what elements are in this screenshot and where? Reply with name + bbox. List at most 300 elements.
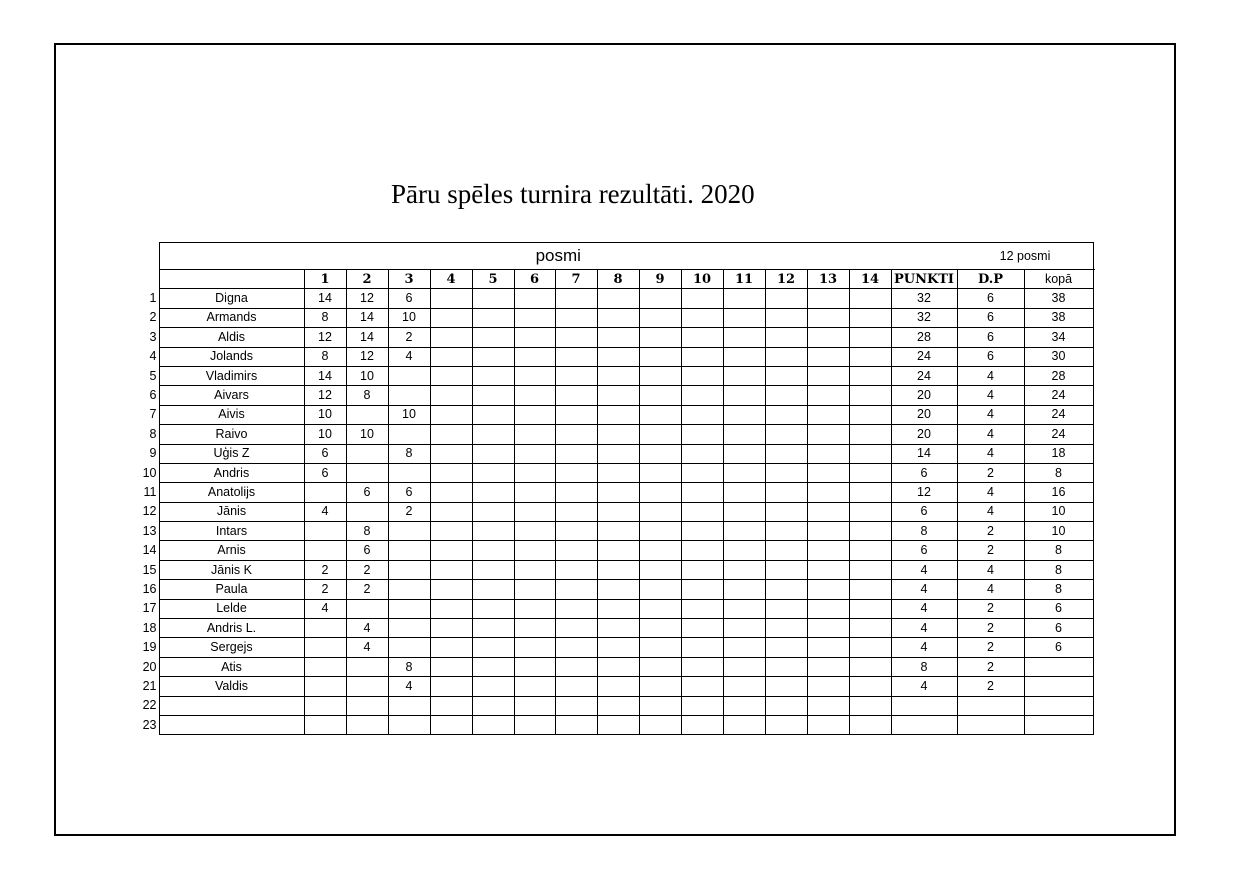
stage-score-cell bbox=[430, 289, 472, 308]
stage-score-cell bbox=[639, 638, 681, 657]
kopa-cell: 6 bbox=[1024, 638, 1093, 657]
stage-score-cell: 14 bbox=[346, 308, 388, 327]
punkti-cell: 24 bbox=[891, 347, 957, 366]
table-row bbox=[140, 619, 1094, 638]
kopa-cell: 8 bbox=[1024, 463, 1093, 482]
stage-score-cell bbox=[430, 599, 472, 618]
stage-header-14: 14 bbox=[849, 270, 891, 289]
stage-score-cell bbox=[597, 715, 639, 734]
stage-score-cell bbox=[807, 715, 849, 734]
stage-score-cell bbox=[514, 638, 555, 657]
kopa-cell bbox=[1024, 696, 1093, 715]
stage-score-cell bbox=[765, 425, 807, 444]
row-number: 20 bbox=[142, 659, 157, 674]
stage-score-cell bbox=[597, 657, 639, 676]
stage-score-cell bbox=[639, 328, 681, 347]
stage-score-cell bbox=[597, 289, 639, 308]
stage-score-cell bbox=[430, 405, 472, 424]
row-number: 22 bbox=[142, 698, 157, 713]
punkti-cell: 4 bbox=[891, 580, 957, 599]
dp-cell: 4 bbox=[957, 502, 1024, 521]
stage-score-cell bbox=[723, 308, 765, 327]
stage-score-cell bbox=[639, 308, 681, 327]
punkti-cell: 32 bbox=[891, 289, 957, 308]
kopa-cell bbox=[1024, 657, 1093, 676]
stage-score-cell: 4 bbox=[388, 677, 430, 696]
stage-score-cell bbox=[639, 696, 681, 715]
results-table-wrap bbox=[140, 242, 1094, 735]
stage-score-cell bbox=[639, 619, 681, 638]
posmi-header-cell bbox=[159, 243, 957, 270]
stage-score-cell bbox=[807, 386, 849, 405]
stage-score-cell bbox=[555, 289, 597, 308]
posmi-label: posmi bbox=[535, 245, 581, 265]
stage-score-cell: 8 bbox=[388, 444, 430, 463]
stage-score-cell bbox=[555, 463, 597, 482]
table-row bbox=[140, 522, 1094, 541]
stage-score-cell bbox=[849, 405, 891, 424]
stage-score-cell bbox=[430, 541, 472, 560]
stage-score-cell bbox=[514, 463, 555, 482]
stage-score-cell bbox=[472, 541, 514, 560]
punkti-cell bbox=[891, 696, 957, 715]
stage-score-cell bbox=[304, 522, 346, 541]
stage-score-cell bbox=[849, 444, 891, 463]
stage-score-cell bbox=[681, 328, 723, 347]
row-number: 6 bbox=[149, 388, 157, 403]
dp-cell: 6 bbox=[957, 308, 1024, 327]
table-row bbox=[140, 638, 1094, 657]
stage-score-cell bbox=[807, 522, 849, 541]
stage-score-cell bbox=[723, 328, 765, 347]
stage-score-cell bbox=[639, 560, 681, 579]
stage-score-cell bbox=[681, 599, 723, 618]
stage-score-cell bbox=[346, 444, 388, 463]
stage-score-cell bbox=[681, 677, 723, 696]
stage-score-cell: 14 bbox=[346, 328, 388, 347]
table-row bbox=[140, 580, 1094, 599]
stage-score-cell bbox=[765, 522, 807, 541]
dp-cell: 2 bbox=[957, 541, 1024, 560]
stage-score-cell: 6 bbox=[388, 483, 430, 502]
dp-cell: 2 bbox=[957, 463, 1024, 482]
stage-score-cell bbox=[472, 405, 514, 424]
stage-score-cell bbox=[388, 425, 430, 444]
stage-header-1: 1 bbox=[304, 270, 346, 289]
stage-score-cell bbox=[849, 580, 891, 599]
stage-score-cell bbox=[681, 502, 723, 521]
stage-score-cell bbox=[346, 677, 388, 696]
stage-score-cell bbox=[388, 580, 430, 599]
table-row bbox=[140, 696, 1094, 715]
punkti-cell: 4 bbox=[891, 638, 957, 657]
stage-score-cell bbox=[597, 328, 639, 347]
stage-score-cell bbox=[681, 289, 723, 308]
table-row bbox=[140, 425, 1094, 444]
stage-score-cell bbox=[388, 522, 430, 541]
stage-score-cell: 8 bbox=[304, 308, 346, 327]
stage-score-cell bbox=[765, 444, 807, 463]
stage-score-cell bbox=[597, 463, 639, 482]
stage-score-cell bbox=[849, 328, 891, 347]
stage-score-cell bbox=[430, 347, 472, 366]
stage-score-cell bbox=[807, 696, 849, 715]
stage-score-cell bbox=[681, 444, 723, 463]
stage-score-cell bbox=[430, 696, 472, 715]
row-number: 5 bbox=[149, 368, 157, 383]
stage-score-cell bbox=[388, 463, 430, 482]
stage-score-cell bbox=[765, 463, 807, 482]
results-table bbox=[140, 242, 1094, 735]
punkti-cell: 6 bbox=[891, 541, 957, 560]
row-number: 10 bbox=[142, 465, 157, 480]
stage-score-cell bbox=[723, 289, 765, 308]
stage-score-cell bbox=[723, 347, 765, 366]
player-name-cell: Andris bbox=[159, 463, 304, 482]
stage-score-cell bbox=[430, 444, 472, 463]
stage-score-cell: 12 bbox=[346, 347, 388, 366]
stage-score-cell bbox=[304, 657, 346, 676]
dp-cell: 6 bbox=[957, 347, 1024, 366]
dp-cell: 4 bbox=[957, 444, 1024, 463]
stage-score-cell bbox=[304, 638, 346, 657]
stage-score-cell bbox=[681, 347, 723, 366]
stage-score-cell bbox=[472, 289, 514, 308]
stage-score-cell bbox=[849, 483, 891, 502]
stage-score-cell bbox=[597, 347, 639, 366]
stage-score-cell bbox=[472, 502, 514, 521]
stage-score-cell bbox=[388, 696, 430, 715]
punkti-cell bbox=[891, 715, 957, 734]
stage-score-cell bbox=[723, 541, 765, 560]
punkti-cell: 4 bbox=[891, 560, 957, 579]
player-name-cell: Anatolijs bbox=[159, 483, 304, 502]
stage-score-cell bbox=[430, 483, 472, 502]
stage-header-8: 8 bbox=[597, 270, 639, 289]
row-number: 3 bbox=[149, 329, 157, 344]
stage-score-cell: 10 bbox=[388, 405, 430, 424]
stage-score-cell bbox=[639, 405, 681, 424]
header-row-posmi bbox=[140, 243, 1094, 270]
stage-score-cell bbox=[472, 444, 514, 463]
stage-score-cell bbox=[388, 715, 430, 734]
stage-score-cell bbox=[807, 328, 849, 347]
kopa-cell: 18 bbox=[1024, 444, 1093, 463]
kopa-cell: 34 bbox=[1024, 328, 1093, 347]
stage-score-cell bbox=[514, 483, 555, 502]
dp-cell bbox=[957, 715, 1024, 734]
player-name-cell: Andris L. bbox=[159, 619, 304, 638]
dp-cell: 2 bbox=[957, 599, 1024, 618]
stage-score-cell bbox=[807, 289, 849, 308]
results-table-body bbox=[140, 243, 1094, 735]
stage-score-cell bbox=[765, 541, 807, 560]
stage-score-cell bbox=[681, 522, 723, 541]
stage-score-cell bbox=[514, 444, 555, 463]
stage-score-cell bbox=[723, 560, 765, 579]
row-number: 11 bbox=[143, 484, 157, 499]
stage-score-cell bbox=[681, 638, 723, 657]
stage-score-cell bbox=[807, 677, 849, 696]
stage-score-cell bbox=[472, 386, 514, 405]
stage-score-cell: 6 bbox=[346, 483, 388, 502]
player-name-cell: Atis bbox=[159, 657, 304, 676]
stage-score-cell bbox=[765, 386, 807, 405]
stage-score-cell bbox=[849, 715, 891, 734]
punkti-cell: 14 bbox=[891, 444, 957, 463]
dp-cell: 2 bbox=[957, 619, 1024, 638]
stage-score-cell bbox=[597, 541, 639, 560]
stage-score-cell bbox=[681, 483, 723, 502]
stage-score-cell bbox=[849, 541, 891, 560]
stage-score-cell bbox=[849, 560, 891, 579]
stage-score-cell: 4 bbox=[346, 619, 388, 638]
stage-score-cell bbox=[807, 366, 849, 385]
stage-score-cell bbox=[555, 483, 597, 502]
stage-score-cell bbox=[514, 560, 555, 579]
player-name-cell: Uģis Z bbox=[159, 444, 304, 463]
stage-score-cell bbox=[472, 580, 514, 599]
stage-score-cell bbox=[723, 696, 765, 715]
row-number: 14 bbox=[142, 543, 157, 558]
player-name-cell: Jānis K bbox=[159, 560, 304, 579]
stage-score-cell bbox=[472, 638, 514, 657]
stage-score-cell bbox=[765, 347, 807, 366]
stage-score-cell bbox=[597, 560, 639, 579]
stage-score-cell bbox=[555, 328, 597, 347]
stage-score-cell bbox=[555, 696, 597, 715]
stage-score-cell bbox=[514, 386, 555, 405]
table-row bbox=[140, 599, 1094, 618]
stage-score-cell bbox=[807, 444, 849, 463]
stage-score-cell bbox=[639, 289, 681, 308]
stage-score-cell bbox=[555, 444, 597, 463]
dp-cell: 2 bbox=[957, 522, 1024, 541]
stage-score-cell bbox=[639, 715, 681, 734]
stage-score-cell bbox=[472, 483, 514, 502]
stage-score-cell bbox=[430, 308, 472, 327]
stage-score-cell bbox=[723, 483, 765, 502]
stage-score-cell bbox=[639, 347, 681, 366]
stage-score-cell bbox=[388, 638, 430, 657]
stage-score-cell bbox=[430, 463, 472, 482]
punkti-cell: 8 bbox=[891, 657, 957, 676]
stage-score-cell bbox=[765, 715, 807, 734]
stage-score-cell bbox=[849, 677, 891, 696]
stage-score-cell: 10 bbox=[346, 425, 388, 444]
stage-score-cell bbox=[472, 328, 514, 347]
stage-score-cell bbox=[849, 386, 891, 405]
player-name-cell: Valdis bbox=[159, 677, 304, 696]
stage-score-cell bbox=[849, 425, 891, 444]
stage-score-cell: 14 bbox=[304, 366, 346, 385]
dp-cell: 4 bbox=[957, 405, 1024, 424]
punkti-cell: 32 bbox=[891, 308, 957, 327]
dp-cell: 4 bbox=[957, 425, 1024, 444]
stage-score-cell bbox=[472, 425, 514, 444]
stage-score-cell bbox=[849, 502, 891, 521]
stage-score-cell bbox=[765, 599, 807, 618]
stage-score-cell bbox=[555, 502, 597, 521]
stage-score-cell bbox=[723, 463, 765, 482]
punkti-cell: 8 bbox=[891, 522, 957, 541]
stage-score-cell bbox=[681, 696, 723, 715]
stage-score-cell bbox=[514, 619, 555, 638]
row-number: 21 bbox=[142, 678, 157, 693]
kopa-cell: 24 bbox=[1024, 405, 1093, 424]
stage-score-cell bbox=[514, 308, 555, 327]
stage-score-cell bbox=[723, 638, 765, 657]
player-name-cell: Arnis bbox=[159, 541, 304, 560]
stage-score-cell bbox=[597, 425, 639, 444]
stage-score-cell bbox=[472, 619, 514, 638]
stage-score-cell bbox=[849, 522, 891, 541]
stage-score-cell bbox=[597, 366, 639, 385]
stage-score-cell bbox=[639, 502, 681, 521]
stage-score-cell bbox=[514, 677, 555, 696]
player-name-cell: Raivo bbox=[159, 425, 304, 444]
kopa-cell: 8 bbox=[1024, 541, 1093, 560]
stage-score-cell bbox=[597, 522, 639, 541]
stage-score-cell: 6 bbox=[346, 541, 388, 560]
stage-score-cell bbox=[597, 483, 639, 502]
stage-score-cell: 2 bbox=[388, 502, 430, 521]
row-number: 19 bbox=[142, 640, 157, 655]
stage-score-cell bbox=[681, 580, 723, 599]
stage-score-cell bbox=[807, 638, 849, 657]
stage-score-cell: 12 bbox=[304, 386, 346, 405]
stage-score-cell: 6 bbox=[304, 444, 346, 463]
punkti-cell: 4 bbox=[891, 619, 957, 638]
kopa-cell: 38 bbox=[1024, 308, 1093, 327]
stage-score-cell bbox=[514, 657, 555, 676]
player-name-cell bbox=[159, 715, 304, 734]
table-row bbox=[140, 483, 1094, 502]
stage-header-9: 9 bbox=[639, 270, 681, 289]
punkti-cell: 6 bbox=[891, 463, 957, 482]
stage-score-cell: 4 bbox=[304, 599, 346, 618]
stage-score-cell bbox=[807, 405, 849, 424]
stage-score-cell bbox=[765, 308, 807, 327]
stage-score-cell bbox=[388, 599, 430, 618]
stage-score-cell bbox=[849, 463, 891, 482]
table-row bbox=[140, 560, 1094, 579]
stage-score-cell bbox=[514, 522, 555, 541]
kopa-cell: 24 bbox=[1024, 425, 1093, 444]
stage-score-cell bbox=[723, 405, 765, 424]
punkti-cell: 20 bbox=[891, 386, 957, 405]
player-name-cell: Sergejs bbox=[159, 638, 304, 657]
row-number: 8 bbox=[149, 426, 157, 441]
kopa-cell: 30 bbox=[1024, 347, 1093, 366]
stage-score-cell bbox=[849, 347, 891, 366]
stage-score-cell bbox=[430, 425, 472, 444]
stage-score-cell bbox=[388, 619, 430, 638]
stage-score-cell bbox=[597, 502, 639, 521]
kopa-cell: 6 bbox=[1024, 619, 1093, 638]
stage-score-cell bbox=[472, 657, 514, 676]
stage-score-cell bbox=[681, 560, 723, 579]
name-header-cell bbox=[159, 270, 304, 289]
stage-score-cell bbox=[430, 522, 472, 541]
player-name-cell: Aldis bbox=[159, 328, 304, 347]
stage-score-cell bbox=[346, 463, 388, 482]
stage-score-cell bbox=[597, 677, 639, 696]
stage-score-cell bbox=[555, 599, 597, 618]
stage-header-7: 7 bbox=[555, 270, 597, 289]
dp-cell: 4 bbox=[957, 366, 1024, 385]
stage-score-cell bbox=[472, 522, 514, 541]
stage-score-cell bbox=[681, 715, 723, 734]
stage-score-cell bbox=[681, 541, 723, 560]
row-number: 7 bbox=[149, 407, 157, 422]
stage-score-cell bbox=[765, 619, 807, 638]
punkti-cell: 20 bbox=[891, 425, 957, 444]
stage-score-cell bbox=[807, 599, 849, 618]
stage-score-cell bbox=[807, 502, 849, 521]
punkti-cell: 12 bbox=[891, 483, 957, 502]
table-row bbox=[140, 715, 1094, 734]
stage-score-cell: 12 bbox=[346, 289, 388, 308]
stage-score-cell bbox=[681, 405, 723, 424]
stage-score-cell bbox=[304, 715, 346, 734]
kopa-cell: 28 bbox=[1024, 366, 1093, 385]
kopa-cell: 8 bbox=[1024, 560, 1093, 579]
row-number: 12 bbox=[142, 504, 157, 519]
stage-score-cell bbox=[639, 366, 681, 385]
stage-score-cell bbox=[765, 677, 807, 696]
stage-score-cell bbox=[849, 657, 891, 676]
stage-score-cell: 12 bbox=[304, 328, 346, 347]
stage-score-cell: 10 bbox=[304, 405, 346, 424]
dp-cell: 2 bbox=[957, 638, 1024, 657]
stage-score-cell bbox=[555, 541, 597, 560]
row-number: 9 bbox=[149, 446, 157, 461]
stage-score-cell bbox=[597, 444, 639, 463]
row-number: 18 bbox=[142, 620, 157, 635]
dp-cell: 6 bbox=[957, 328, 1024, 347]
stage-score-cell bbox=[514, 425, 555, 444]
stage-score-cell bbox=[555, 366, 597, 385]
stage-score-cell bbox=[639, 580, 681, 599]
stage-score-cell: 4 bbox=[388, 347, 430, 366]
row-number: 17 bbox=[142, 601, 157, 616]
stage-score-cell bbox=[765, 289, 807, 308]
stage-score-cell bbox=[514, 541, 555, 560]
stage-score-cell bbox=[639, 677, 681, 696]
player-name-cell: Aivis bbox=[159, 405, 304, 424]
punkti-cell: 6 bbox=[891, 502, 957, 521]
stage-score-cell bbox=[681, 657, 723, 676]
stage-score-cell bbox=[472, 677, 514, 696]
stage-score-cell bbox=[472, 560, 514, 579]
stage-score-cell bbox=[807, 619, 849, 638]
stage-score-cell bbox=[472, 715, 514, 734]
stage-score-cell bbox=[765, 560, 807, 579]
stage-score-cell bbox=[681, 366, 723, 385]
kopa-cell: 24 bbox=[1024, 386, 1093, 405]
stage-score-cell: 8 bbox=[346, 386, 388, 405]
stage-score-cell bbox=[765, 657, 807, 676]
kopa-cell: 6 bbox=[1024, 599, 1093, 618]
stage-score-cell bbox=[388, 541, 430, 560]
player-name-cell bbox=[159, 696, 304, 715]
stage-header-6: 6 bbox=[514, 270, 555, 289]
stage-score-cell bbox=[597, 308, 639, 327]
stage-score-cell bbox=[472, 347, 514, 366]
stage-score-cell bbox=[765, 638, 807, 657]
stage-header-13: 13 bbox=[807, 270, 849, 289]
